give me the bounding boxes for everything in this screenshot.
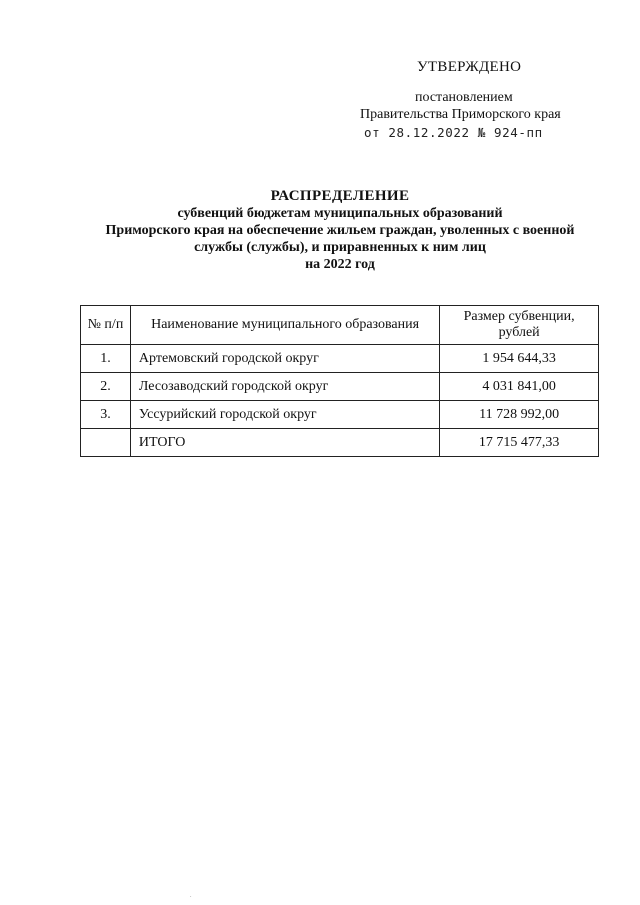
row-num: 2. [81, 373, 131, 401]
row-name: Лесозаводский городской округ [130, 373, 439, 401]
row-sum: 11 728 992,00 [440, 401, 599, 429]
header-name: Наименование муниципального образования [130, 306, 439, 345]
title-line-1: субвенций бюджетам муниципальных образований [177, 206, 503, 221]
date-number-stamp: от 28.12.2022 № 924-пп [364, 125, 543, 140]
table-total-row [81, 429, 599, 457]
approved-label: УТВЕРЖДЕНО [417, 59, 522, 75]
header-num: № п/п [81, 306, 131, 345]
row-sum: 1 954 644,33 [440, 345, 599, 373]
total-label: ИТОГО [130, 429, 439, 457]
government-label: Правительства Приморского края [360, 107, 561, 122]
header-sum: Размер субвенции, рублей [440, 306, 599, 345]
table-row [81, 373, 599, 401]
document-title [80, 188, 600, 273]
total-sum: 17 715 477,33 [440, 429, 599, 457]
scan-mark: . [190, 893, 192, 899]
row-name: Уссурийский городской округ [130, 401, 439, 429]
row-num: 1. [81, 345, 131, 373]
title-line-4: на 2022 год [305, 257, 375, 272]
distribution-table [80, 305, 599, 457]
table-header-row [81, 306, 599, 345]
title-line-3: службы (службы), и приравненных к ним лиц [194, 240, 486, 255]
title-heading: РАСПРЕДЕЛЕНИЕ [270, 188, 410, 204]
row-sum: 4 031 841,00 [440, 373, 599, 401]
total-num [81, 429, 131, 457]
resolution-label: постановлением [415, 90, 513, 105]
table-row [81, 401, 599, 429]
row-name: Артемовский городской округ [130, 345, 439, 373]
row-num: 3. [81, 401, 131, 429]
title-line-2: Приморского края на обеспечение жильем граждан, уволенных с военной [105, 223, 575, 238]
table-row [81, 345, 599, 373]
